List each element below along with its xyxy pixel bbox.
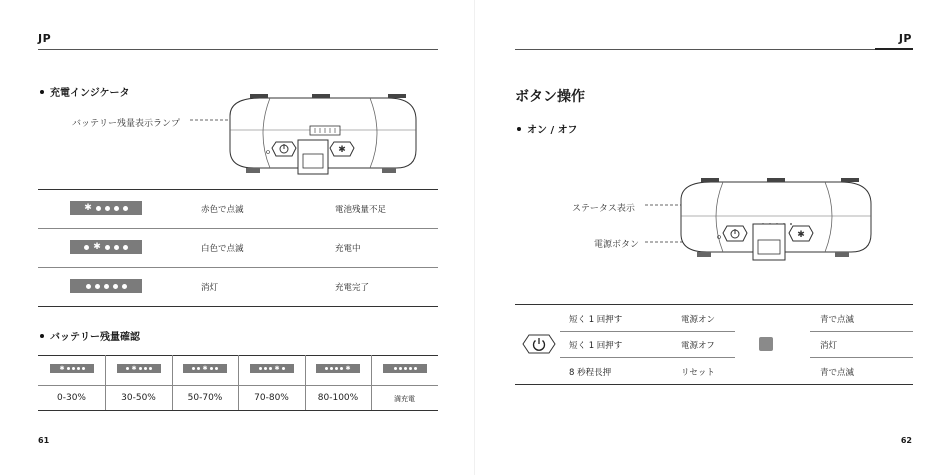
level-label: 0-30%: [57, 393, 86, 403]
power-button-label: 電源ボタン: [594, 240, 640, 250]
table-bottom-rule: [38, 306, 438, 307]
level-icon-70-80: ✱: [250, 364, 294, 373]
level-label: 30-50%: [121, 393, 156, 403]
op-status: 青で点滅: [820, 315, 855, 325]
header-rule: [38, 49, 438, 50]
led-pattern-red-blink: ✱: [70, 201, 142, 215]
svg-text:✱: ✱: [338, 145, 346, 155]
op-status: 青で点滅: [820, 368, 855, 378]
op-result: 電源オフ: [681, 341, 715, 351]
level-label: 80-100%: [317, 393, 359, 403]
battery-lamp-label: バッテリー残量表示ランプ: [72, 119, 181, 129]
op-action: 短く 1 回押す: [569, 341, 623, 351]
bullet-icon: [40, 334, 44, 338]
page-header-lang: JP: [38, 32, 52, 45]
indicator-row: [38, 228, 438, 267]
op-result: リセット: [681, 368, 715, 378]
ops-row-rule: [810, 357, 913, 358]
indicator-row: [38, 267, 438, 306]
header-rule-accent: [875, 48, 913, 50]
bullet-icon: [40, 90, 44, 94]
device-illustration: [645, 176, 875, 264]
ops-table-bottom-rule: [515, 384, 913, 385]
section-title-text: バッテリー残量確認: [50, 332, 140, 343]
indicator-meaning: 充電完了: [335, 283, 370, 293]
level-label: 満充電: [394, 395, 415, 403]
status-display-label: ステータス表示: [572, 204, 635, 214]
level-icon-30-50: ✱: [117, 364, 161, 373]
section-title-battery-check: [40, 328, 140, 343]
page-title: ボタン操作: [515, 89, 585, 105]
level-label: 70-80%: [254, 393, 289, 403]
ops-table-top-rule: [515, 304, 913, 305]
led-pattern-all-on: [70, 279, 142, 293]
indicator-row: [38, 189, 438, 228]
indicator-meaning: 電池残量不足: [335, 205, 387, 215]
device-illustration: [190, 94, 418, 180]
indicator-meaning: 充電中: [335, 244, 361, 254]
power-icon: [521, 333, 557, 355]
ops-row-rule: [560, 357, 735, 358]
page-number: 62: [900, 436, 912, 445]
right-page: [475, 0, 950, 475]
led-pattern-white-blink: ✱: [70, 240, 142, 254]
section-title-text: オン / オフ: [527, 125, 578, 136]
bullet-icon: [517, 127, 521, 131]
indicator-state: 赤色で点滅: [201, 205, 244, 215]
level-label: 50-70%: [187, 393, 223, 403]
level-icon-50-70: ✱: [183, 364, 227, 373]
op-result: 電源オン: [681, 315, 716, 325]
page-number: 61: [38, 436, 50, 445]
ops-row-rule: [560, 331, 735, 332]
level-icon-0-30: ✱: [50, 364, 94, 373]
indicator-state: 消灯: [201, 283, 219, 293]
page-header-lang: JP: [898, 32, 912, 45]
svg-text:✱: ✱: [797, 230, 805, 240]
level-table-bottom-rule: [38, 410, 438, 411]
section-title-on-off: [517, 121, 577, 136]
level-icon-full: [383, 364, 427, 373]
header-rule: [515, 49, 875, 50]
level-icon-80-100: ✱: [316, 364, 360, 373]
status-led-indicator: [759, 337, 773, 351]
section-title-charging-indicator: [40, 84, 130, 99]
op-status: 消灯: [820, 341, 838, 351]
op-action: 8 秒程長押: [569, 368, 612, 378]
ops-row-rule: [810, 331, 913, 332]
indicator-state: 白色で点滅: [201, 244, 244, 254]
section-title-text: 充電インジケータ: [50, 88, 130, 99]
op-action: 短く 1 回押す: [569, 315, 623, 325]
